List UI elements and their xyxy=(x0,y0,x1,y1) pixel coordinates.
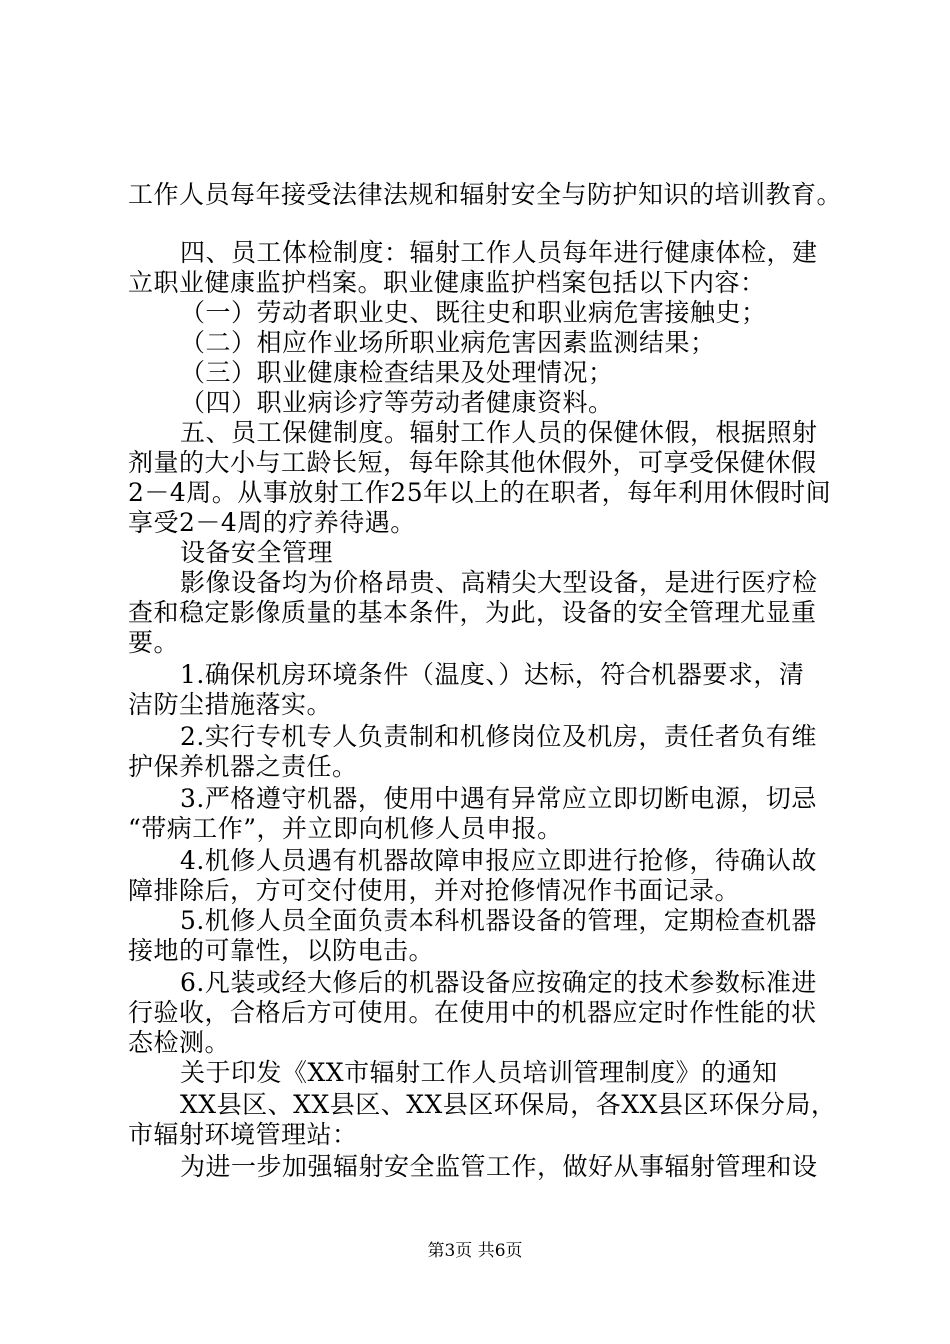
text-line: 享受2－4周的疗养待遇。 xyxy=(128,508,416,537)
text-line: 2－4周。从事放射工作25年以上的在职者，每年利用休假时间 xyxy=(128,478,832,507)
text-line: “带病工作”，并立即向机修人员申报。 xyxy=(128,814,563,843)
text-line: 市辐射环境管理站： xyxy=(128,1120,358,1149)
text-line: 2.实行专机专人负责制和机修岗位及机房，责任者负有维 xyxy=(180,722,817,751)
notice-title: 关于印发《XX市辐射工作人员培训管理制度》的通知 xyxy=(180,1058,778,1087)
text-line: （四）职业病诊疗等劳动者健康资料。 xyxy=(180,388,614,417)
section-heading: 设备安全管理 xyxy=(180,538,334,567)
text-line: 障排除后，方可交付使用，并对抢修情况作书面记录。 xyxy=(128,876,741,905)
text-line: 四、员工体检制度：辐射工作人员每年进行健康体检，建 xyxy=(180,238,818,267)
text-line: （二）相应作业场所职业病危害因素监测结果； xyxy=(180,328,716,357)
text-line: 要。 xyxy=(128,628,180,657)
text-line: 工作人员每年接受法律法规和辐射安全与防护知识的培训教育。 xyxy=(128,180,843,209)
text-line: 1.确保机房环境条件（温度、）达标，符合机器要求，清 xyxy=(180,660,805,689)
text-line: 为进一步加强辐射安全监管工作，做好从事辐射管理和设 xyxy=(180,1152,818,1181)
text-line: XX县区、XX县区、XX县区环保局，各XX县区环保分局， xyxy=(180,1090,837,1119)
page-number: 第3页 共6页 xyxy=(427,1241,523,1261)
text-line: 6.凡装或经大修后的机器设备应按确定的技术参数标准进 xyxy=(180,968,817,997)
text-line: 立职业健康监护档案。职业健康监护档案包括以下内容： xyxy=(128,268,766,297)
text-line: 影像设备均为价格昂贵、高精尖大型设备，是进行医疗检 xyxy=(180,568,818,597)
text-line: 态检测。 xyxy=(128,1028,231,1057)
text-line: 3.严格遵守机器，使用中遇有异常应立即切断电源，切忌 xyxy=(180,784,817,813)
text-line: 行验收，合格后方可使用。在使用中的机器应定时作性能的状 xyxy=(128,998,817,1027)
text-line: 五、员工保健制度。辐射工作人员的保健休假，根据照射 xyxy=(180,418,818,447)
text-line: 剂量的大小与工龄长短，每年除其他休假外，可享受保健休假 xyxy=(128,448,817,477)
text-line: （三）职业健康检查结果及处理情况； xyxy=(180,358,614,387)
text-line: 护保养机器之责任。 xyxy=(128,752,358,781)
text-line: 查和稳定影像质量的基本条件，为此，设备的安全管理尤显重 xyxy=(128,598,817,627)
text-line: （一）劳动者职业史、既往史和职业病危害接触史； xyxy=(180,298,767,327)
text-line: 接地的可靠性，以防电击。 xyxy=(128,936,435,965)
text-line: 4.机修人员遇有机器故障申报应立即进行抢修，待确认故 xyxy=(180,846,817,875)
text-line: 洁防尘措施落实。 xyxy=(128,690,333,719)
text-line: 5.机修人员全面负责本科机器设备的管理，定期检查机器 xyxy=(180,906,817,935)
